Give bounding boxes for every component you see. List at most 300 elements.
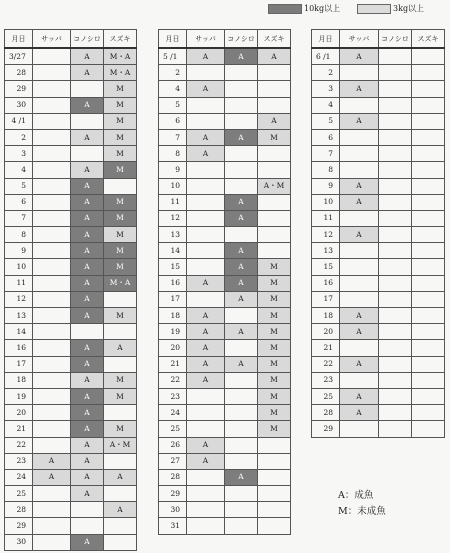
saba-cell [340,210,379,226]
saba-cell [340,129,379,145]
konoshiro-cell [379,291,412,307]
saba-cell: A [340,194,379,210]
table-row [5,356,137,372]
konoshiro-cell [225,308,258,324]
table-row [5,388,137,404]
table-row [159,405,291,421]
table-row [312,97,445,113]
date-cell: 8 [312,162,340,178]
legend-swatch-3kg [357,4,391,14]
table-row [5,243,137,259]
konoshiro-cell [379,388,412,404]
suzuki-cell [412,324,445,340]
table-header [159,30,291,49]
date-cell: 2 [159,65,187,81]
table-row [159,97,291,113]
date-cell: 9 [312,178,340,194]
date-cell: 30 [5,534,33,550]
saba-cell [33,178,71,194]
konoshiro-cell: A [71,178,104,194]
suzuki-cell [412,259,445,275]
saba-cell [33,146,71,162]
table-row [159,162,291,178]
saba-cell [33,340,71,356]
saba-cell [33,502,71,518]
table-row [5,291,137,307]
table-row [5,275,137,291]
konoshiro-cell [379,275,412,291]
table-row [159,518,291,534]
table-row [5,437,137,453]
saba-cell [187,502,225,518]
saba-cell [33,194,71,210]
table-header [312,30,445,49]
date-cell: 28 [159,469,187,485]
konoshiro-cell [225,437,258,453]
suzuki-cell: M [258,324,291,340]
table-row [159,194,291,210]
table-row [159,227,291,243]
table-row [5,194,137,210]
konoshiro-cell: A [225,129,258,145]
column-header: サッバ [340,30,379,49]
table-row [159,372,291,388]
table-row [312,421,445,437]
konoshiro-cell: A [71,259,104,275]
konoshiro-cell [225,65,258,81]
saba-cell: A [187,453,225,469]
table-row [312,194,445,210]
date-cell: 8 [159,146,187,162]
table-row [5,129,137,145]
table-row [5,48,137,65]
saba-cell: A [33,453,71,469]
table-row [5,453,137,469]
date-cell: 9 [5,243,33,259]
suzuki-cell [412,97,445,113]
date-cell: 28 [5,502,33,518]
table-row [159,437,291,453]
table-row [159,210,291,226]
suzuki-cell: M [258,291,291,307]
konoshiro-cell: A [225,210,258,226]
suzuki-cell [258,518,291,534]
legend-label-3kg: 3kg以上 [393,4,425,13]
table-row [159,129,291,145]
konoshiro-cell: A [71,48,104,65]
saba-cell [33,97,71,113]
konoshiro-cell: A [225,275,258,291]
suzuki-cell: A [258,113,291,129]
konoshiro-cell [379,372,412,388]
saba-cell: A [187,129,225,145]
table-row [5,534,137,550]
table-row [159,388,291,404]
table-header [5,30,137,49]
saba-cell: A [187,81,225,97]
suzuki-cell: M [104,227,137,243]
suzuki-cell [412,388,445,404]
table-row [5,324,137,340]
date-cell: 6 [5,194,33,210]
date-cell: 31 [159,518,187,534]
date-cell: 25 [159,421,187,437]
suzuki-cell: M [104,194,137,210]
date-cell: 3 [312,81,340,97]
konoshiro-cell: A [71,405,104,421]
saba-cell: A [340,81,379,97]
konoshiro-cell [379,243,412,259]
suzuki-cell: A [258,48,291,65]
saba-cell [33,48,71,65]
konoshiro-cell: A [225,48,258,65]
konoshiro-cell: A [71,388,104,404]
konoshiro-cell [379,421,412,437]
date-cell: 3/27 [5,48,33,65]
konoshiro-cell [71,518,104,534]
column-header: 月日 [5,30,33,49]
saba-cell: A [340,324,379,340]
date-cell: 5 [159,97,187,113]
notes [338,488,386,520]
column-header: 月日 [312,30,340,49]
saba-cell: A [340,113,379,129]
date-cell: 4 [312,97,340,113]
table-row [159,178,291,194]
date-cell: 5 [5,178,33,194]
date-cell: 6 /1 [312,48,340,65]
suzuki-cell: M [258,308,291,324]
date-cell: 22 [312,356,340,372]
konoshiro-cell [379,340,412,356]
saba-cell [187,210,225,226]
date-cell: 7 [5,210,33,226]
suzuki-cell: M [104,421,137,437]
table-row [5,162,137,178]
date-cell: 25 [5,486,33,502]
table-row [5,210,137,226]
table-row [312,178,445,194]
table-row [312,388,445,404]
suzuki-cell [104,324,137,340]
konoshiro-cell: A [71,227,104,243]
suzuki-cell [412,146,445,162]
konoshiro-cell [225,421,258,437]
date-cell: 23 [5,453,33,469]
date-cell: 30 [5,97,33,113]
saba-cell [340,291,379,307]
konoshiro-cell: A [71,291,104,307]
suzuki-cell: M [104,210,137,226]
konoshiro-cell: A [71,372,104,388]
table-row [312,372,445,388]
date-cell: 29 [159,486,187,502]
saba-cell [187,388,225,404]
date-cell: 21 [5,421,33,437]
suzuki-cell: M [258,340,291,356]
saba-cell: A [187,275,225,291]
suzuki-cell [258,65,291,81]
table-row [312,324,445,340]
column-header: スズキ [104,30,137,49]
konoshiro-cell [225,518,258,534]
saba-cell [340,162,379,178]
date-cell: 4 [159,81,187,97]
konoshiro-cell [379,65,412,81]
table-row [5,81,137,97]
konoshiro-cell [379,227,412,243]
table-row [159,275,291,291]
date-cell: 25 [312,388,340,404]
date-cell: 27 [159,453,187,469]
suzuki-cell: M [104,97,137,113]
suzuki-cell [412,81,445,97]
suzuki-cell: M・A [104,275,137,291]
suzuki-cell [258,194,291,210]
date-cell: 29 [5,518,33,534]
table-row [5,227,137,243]
date-cell: 10 [159,178,187,194]
konoshiro-cell [225,372,258,388]
konoshiro-cell [225,162,258,178]
suzuki-cell [104,405,137,421]
table-row [159,453,291,469]
date-cell: 4 [5,162,33,178]
table-row [312,291,445,307]
table-row [312,81,445,97]
date-cell: 6 [312,129,340,145]
suzuki-cell: A [104,502,137,518]
suzuki-cell: M [104,243,137,259]
konoshiro-cell: A [71,129,104,145]
suzuki-cell [412,210,445,226]
suzuki-cell [258,437,291,453]
saba-cell: A [187,48,225,65]
date-cell: 22 [159,372,187,388]
suzuki-cell: M [104,146,137,162]
table-row [312,243,445,259]
saba-cell [187,113,225,129]
date-cell: 16 [312,275,340,291]
konoshiro-cell [71,324,104,340]
konoshiro-cell [379,146,412,162]
date-cell: 24 [159,405,187,421]
table-row [5,405,137,421]
suzuki-cell [412,178,445,194]
saba-cell: A [187,308,225,324]
saba-cell: A [187,324,225,340]
date-cell: 13 [159,227,187,243]
table-row [159,469,291,485]
date-cell: 10 [312,194,340,210]
suzuki-cell: M・A [104,65,137,81]
date-cell: 23 [159,388,187,404]
konoshiro-cell [225,486,258,502]
saba-cell [33,324,71,340]
date-cell: 7 [312,146,340,162]
saba-cell: A [340,405,379,421]
konoshiro-cell [225,178,258,194]
date-cell: 16 [5,340,33,356]
legend [0,3,450,17]
saba-cell [187,518,225,534]
konoshiro-cell: A [71,356,104,372]
date-cell: 26 [159,437,187,453]
saba-cell [33,534,71,550]
saba-cell: A [187,340,225,356]
date-cell: 20 [5,405,33,421]
table-row [5,113,137,129]
suzuki-cell: M [104,308,137,324]
catch-table-jun [311,29,445,438]
suzuki-cell [258,486,291,502]
konoshiro-cell: A [71,534,104,550]
date-cell: 14 [159,243,187,259]
suzuki-cell [412,275,445,291]
date-cell: 29 [312,421,340,437]
table-row [312,340,445,356]
column-header: コノシロ [71,30,104,49]
column-header: スズキ [258,30,291,49]
suzuki-cell [412,356,445,372]
date-cell: 18 [312,308,340,324]
table-row [5,178,137,194]
date-cell: 2 [5,129,33,145]
suzuki-cell: A・M [258,178,291,194]
konoshiro-cell [379,162,412,178]
saba-cell [187,162,225,178]
table-row [5,502,137,518]
suzuki-cell: A [104,340,137,356]
saba-cell [187,243,225,259]
table-row [5,518,137,534]
date-cell: 23 [312,372,340,388]
date-cell: 13 [312,243,340,259]
suzuki-cell [258,97,291,113]
suzuki-cell: A・M [104,437,137,453]
konoshiro-cell [379,81,412,97]
table-row [312,405,445,421]
konoshiro-cell: A [225,291,258,307]
konoshiro-cell [379,194,412,210]
suzuki-cell [412,340,445,356]
suzuki-cell [412,129,445,145]
suzuki-cell: A [104,469,137,485]
saba-cell [33,372,71,388]
saba-cell [33,275,71,291]
saba-cell [340,146,379,162]
saba-cell [33,388,71,404]
date-cell: 19 [5,388,33,404]
date-cell: 15 [312,259,340,275]
table-row [312,275,445,291]
table-row [5,259,137,275]
suzuki-cell: M [258,421,291,437]
table-row [159,421,291,437]
date-cell: 9 [159,162,187,178]
suzuki-cell [412,421,445,437]
table-row [159,356,291,372]
konoshiro-cell: A [71,65,104,81]
saba-cell: A [340,388,379,404]
konoshiro-cell: A [225,469,258,485]
saba-cell: A [187,437,225,453]
date-cell: 4 /1 [5,113,33,129]
konoshiro-cell: A [71,275,104,291]
saba-cell [33,308,71,324]
table-row [312,308,445,324]
konoshiro-cell: A [71,308,104,324]
table-row [159,65,291,81]
table-row [159,340,291,356]
suzuki-cell: M [104,129,137,145]
suzuki-cell [412,372,445,388]
konoshiro-cell [379,259,412,275]
saba-cell [33,259,71,275]
date-cell: 5 [312,113,340,129]
saba-cell [33,291,71,307]
date-cell: 8 [5,227,33,243]
suzuki-cell [258,210,291,226]
suzuki-cell: M [258,372,291,388]
column-header: コノシロ [379,30,412,49]
saba-cell: A [340,308,379,324]
konoshiro-cell: A [71,486,104,502]
suzuki-cell [258,162,291,178]
date-cell: 12 [312,227,340,243]
table-row [159,291,291,307]
table-row [159,243,291,259]
table-row [5,469,137,485]
suzuki-cell [258,453,291,469]
date-cell: 29 [5,81,33,97]
table-row [312,48,445,65]
date-cell: 12 [5,291,33,307]
konoshiro-cell: A [71,243,104,259]
catch-table-mar-apr [4,29,137,551]
saba-cell [187,259,225,275]
konoshiro-cell [379,129,412,145]
suzuki-cell: M [104,372,137,388]
suzuki-cell: M [104,388,137,404]
konoshiro-cell [379,405,412,421]
table-row [312,210,445,226]
legend-label-10kg: 10kg以上 [304,4,341,13]
date-cell: 18 [159,308,187,324]
konoshiro-cell [71,502,104,518]
suzuki-cell: M [258,275,291,291]
date-cell: 21 [159,356,187,372]
saba-cell [340,421,379,437]
saba-cell [187,97,225,113]
saba-cell [33,437,71,453]
konoshiro-cell [71,146,104,162]
note-adult: A：成魚 [338,490,374,501]
saba-cell [340,259,379,275]
column-header: スズキ [412,30,445,49]
saba-cell [187,486,225,502]
saba-cell [340,243,379,259]
konoshiro-cell: A [71,162,104,178]
suzuki-cell [412,113,445,129]
suzuki-cell: M [258,405,291,421]
saba-cell [33,65,71,81]
saba-cell: A [33,469,71,485]
suzuki-cell [412,194,445,210]
suzuki-cell [104,356,137,372]
date-cell: 11 [159,194,187,210]
table-row [5,308,137,324]
